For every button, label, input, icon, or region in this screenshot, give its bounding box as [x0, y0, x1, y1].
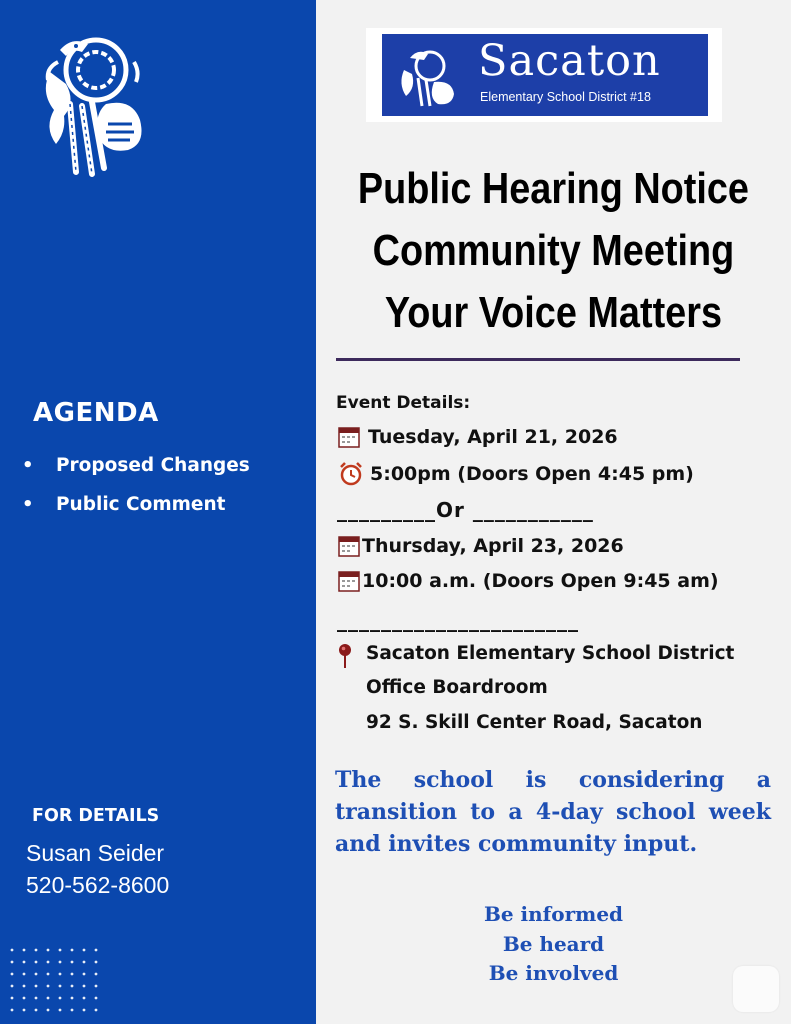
event-time-2: 10:00 a.m. (Doors Open 9:45 am) — [362, 570, 719, 592]
bullet-icon: • — [22, 455, 34, 476]
event-details-label: Event Details: — [336, 393, 471, 413]
eagle-emblem-icon — [36, 32, 148, 177]
headline-line: Public Hearing Notice — [357, 164, 749, 213]
bullet-icon: • — [22, 494, 34, 515]
calendar-icon — [338, 535, 360, 557]
separator-or: _________Or ___________ — [337, 498, 594, 522]
brand-subtitle: Elementary School District #18 — [480, 90, 651, 104]
calendar-icon — [338, 570, 360, 592]
details-title: FOR DETAILS — [32, 806, 160, 826]
headline-line: Community Meeting — [372, 226, 735, 275]
brand-logo-box — [366, 28, 722, 122]
event-date-2: Thursday, April 23, 2026 — [362, 535, 624, 557]
calendar-icon — [338, 426, 360, 448]
slogan-line: Be heard — [502, 932, 605, 956]
agenda-item — [22, 452, 250, 491]
agenda-item-label: Proposed Changes — [56, 455, 250, 476]
agenda-list — [22, 452, 250, 530]
agenda-item — [22, 491, 250, 530]
headline-line: Your Voice Matters — [384, 288, 723, 337]
map-pin-icon — [336, 643, 354, 669]
event-time-row — [338, 570, 719, 592]
contact-name: Susan Seider — [26, 840, 165, 866]
location-line: Sacaton Elementary School District — [366, 643, 735, 664]
brand-name: Sacaton — [478, 36, 661, 86]
event-date-row — [338, 426, 618, 448]
slogan-line: Be informed — [483, 902, 624, 926]
slogan-line: Be involved — [488, 961, 619, 985]
alarm-clock-icon — [338, 461, 364, 487]
separator: ______________________ — [337, 608, 579, 632]
sidebar — [0, 0, 316, 1024]
divider — [336, 358, 740, 361]
contact-phone: 520-562-8600 — [26, 872, 170, 898]
location-line: Office Boardroom — [366, 677, 548, 698]
event-time-row — [338, 461, 694, 487]
event-time-1: 5:00pm (Doors Open 4:45 pm) — [370, 463, 694, 485]
event-date-row — [338, 535, 624, 557]
district-seal-icon — [396, 44, 458, 108]
decorative-dot-grid — [10, 948, 102, 1012]
agenda-title: AGENDA — [33, 398, 159, 428]
event-date-1: Tuesday, April 21, 2026 — [368, 426, 618, 448]
transition-message: The school is considering a transition to a 4-day school week and invites community input. — [335, 767, 771, 857]
agenda-item-label: Public Comment — [56, 494, 226, 515]
corner-widget — [733, 966, 779, 1012]
brand-banner — [382, 34, 708, 116]
address-line: 92 S. Skill Center Road, Sacaton — [366, 712, 703, 733]
